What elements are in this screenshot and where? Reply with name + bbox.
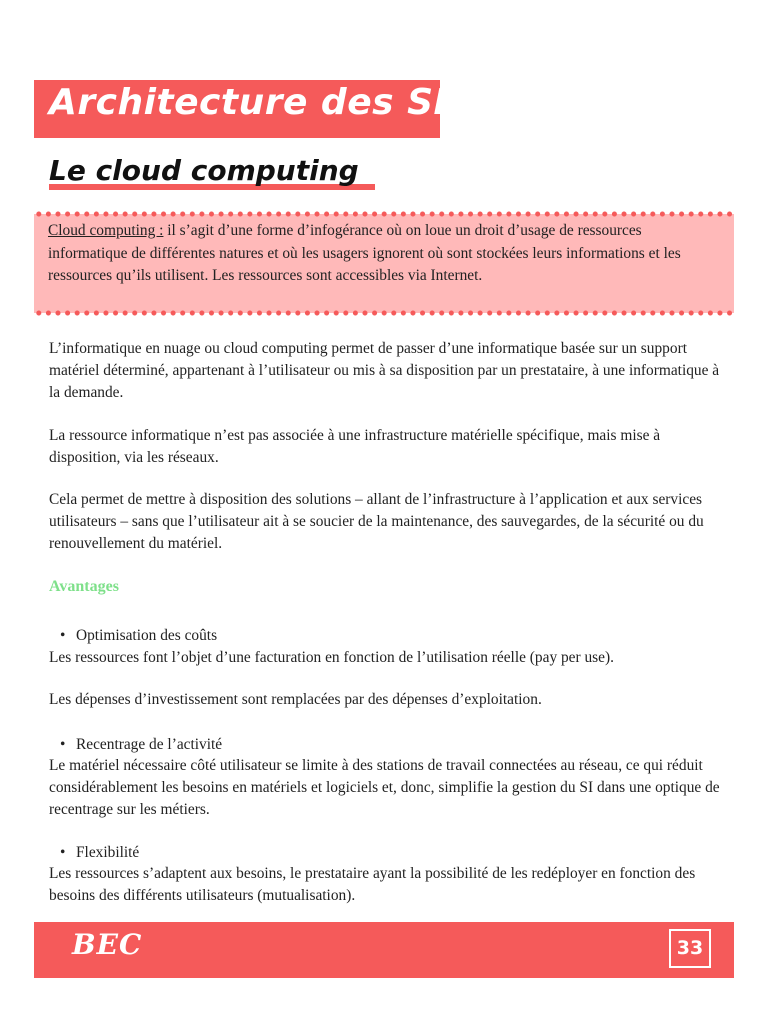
list-item xyxy=(60,625,217,647)
list-item-label: Optimisation des coûts xyxy=(76,627,218,644)
list-item-label: Flexibilité xyxy=(76,844,140,861)
definition-text xyxy=(48,220,720,288)
list-item-text: Les dépenses d’investissement sont remplacées par des dépenses d’exploitation. xyxy=(49,691,542,708)
list-item-label: Recentrage de l’activité xyxy=(76,736,223,753)
paragraph: La ressource informatique n’est pas associée à une infrastructure matérielle spécifique, mais mise à disposition, via les réseaux. xyxy=(49,427,661,466)
title-banner xyxy=(34,80,448,138)
dotted-border-top xyxy=(34,211,734,217)
subtitle-text: Le cloud computing xyxy=(49,154,359,187)
definition-box xyxy=(34,214,734,313)
subtitle xyxy=(49,154,359,194)
bullet-icon: • xyxy=(60,844,66,861)
bullet-icon: • xyxy=(60,627,66,644)
list-item xyxy=(60,842,139,864)
definition-body: il s’agit d’une forme d’infogérance où on loue un droit d’usage de ressources informatique de différentes natures et où les usagers ignorent où sont stockées leurs informations et les ressources qu’ils utilisent. Les ressources sont accessibles via Internet. xyxy=(48,222,681,284)
page-title: Architecture des SI xyxy=(49,82,448,123)
dotted-border-bottom xyxy=(34,310,734,316)
footer-bar xyxy=(34,922,734,978)
list-item-text: Les ressources s’adaptent aux besoins, le prestataire ayant la possibilité de les redéployer en fonction des besoins des différents utilisateurs (mutualisation). xyxy=(49,865,696,904)
footer-brand: BEC xyxy=(72,928,143,961)
section-heading-advantages: Avantages xyxy=(49,578,119,595)
list-item xyxy=(60,734,222,756)
paragraph: L’informatique en nuage ou cloud computing permet de passer d’une informatique basée sur un support matériel déterminé, appartenant à l’utilisateur ou mis à sa disposition par un prestataire, à une informatique à la demande. xyxy=(49,340,720,401)
list-item-text: Les ressources font l’objet d’une facturation en fonction de l’utilisation réelle (pay per use). xyxy=(49,649,614,666)
definition-term: Cloud computing : xyxy=(48,222,164,239)
paragraph: Cela permet de mettre à disposition des solutions – allant de l’infrastructure à l’application et aux services utilisateurs – sans que l’utilisateur ait à se soucier de la maintenance, des sauvegardes, de la sécurité ou du renouvellement du matériel. xyxy=(49,491,704,552)
list-item-text: Le matériel nécessaire côté utilisateur se limite à des stations de travail connectées au réseau, ce qui réduit considérablement les besoins en matériels et logiciels et, donc, simplifie la gestion du SI dans une optique de recentrage sur les métiers. xyxy=(49,757,720,818)
bullet-icon: • xyxy=(60,736,66,753)
page-number: 33 xyxy=(669,929,711,968)
